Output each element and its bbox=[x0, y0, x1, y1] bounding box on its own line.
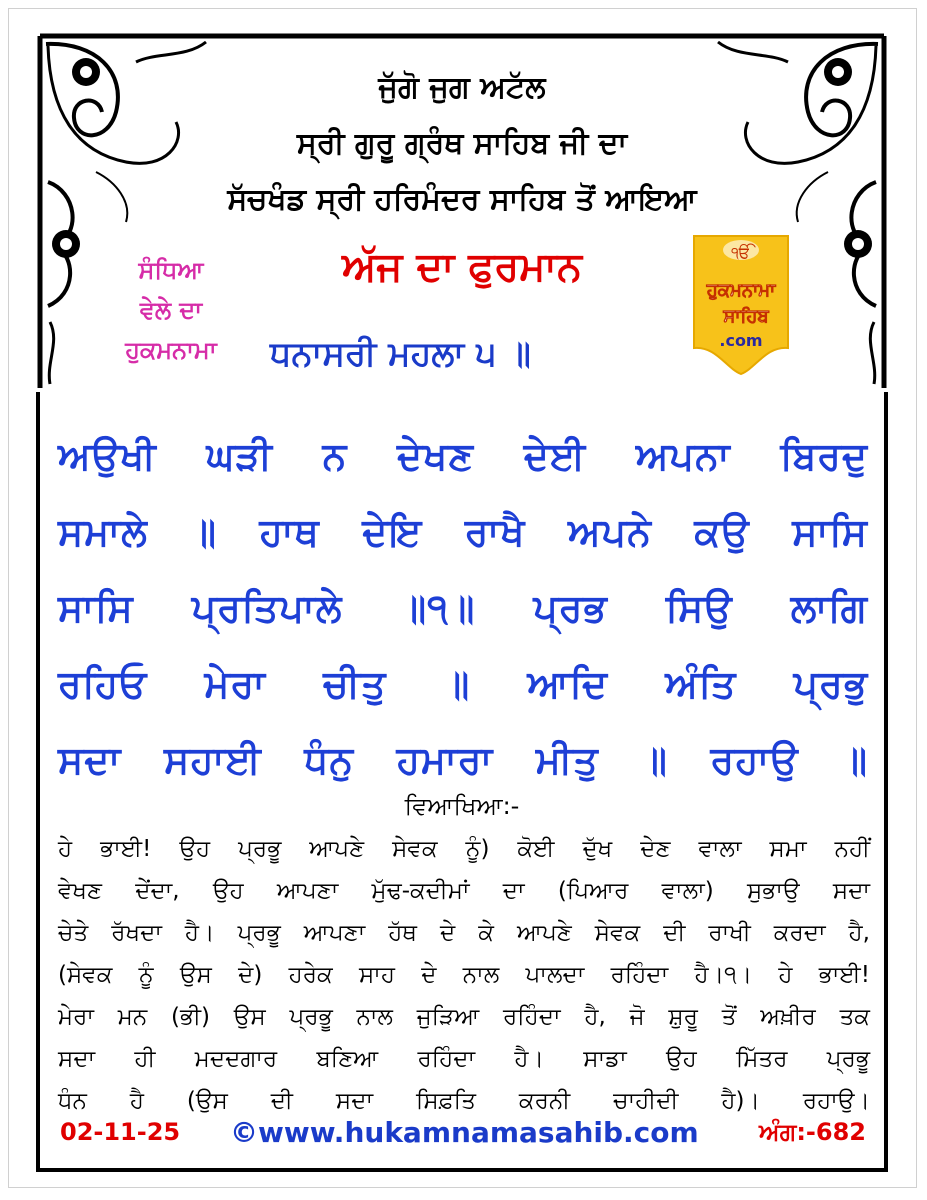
hukamnama-sahib-logo bbox=[686, 228, 796, 378]
explanation-line: ਚੇਤੇ ਰੱਖਦਾ ਹੈ। ਪ੍ਰਭੂ ਆਪਣਾ ਹੱਥ ਦੇ ਕੇ ਆਪਣੇ ਸੇਵਕ ਦੀ ਰਾਖੀ ਕਰਦਾ ਹੈ, bbox=[58, 920, 870, 946]
explanation-label: ਵਿਆਖਿਆ:- bbox=[404, 792, 520, 820]
header-line-1: ਜੁੱਗੋ ਜੁਗ ਅਟੱਲ bbox=[378, 70, 546, 105]
footer-website-link[interactable]: ©www.hukamnamasahib.com bbox=[230, 1116, 699, 1149]
explanation-line: (ਸੇਵਕ ਨੂੰ ਉਸ ਦੇ) ਹਰੇਕ ਸਾਹ ਦੇ ਨਾਲ ਪਾਲਦਾ ਰਹਿੰਦਾ ਹੈ।੧। ਹੇ ਭਾਈ! bbox=[58, 962, 870, 988]
header-line-2: ਸ੍ਰੀ ਗੁਰੂ ਗ੍ਰੰਥ ਸਾਹਿਬ ਜੀ ਦਾ bbox=[296, 126, 628, 161]
logo-badge-icon bbox=[686, 228, 796, 378]
logo-line-3: .com bbox=[719, 331, 763, 350]
explanation-line: ਸਦਾ ਹੀ ਮਦਦਗਾਰ ਬਣਿਆ ਰਹਿੰਦਾ ਹੈ। ਸਾਡਾ ਉਹ ਮਿੱਤਰ ਪ੍ਰਭੂ bbox=[58, 1046, 870, 1072]
explanation-line: ਹੇ ਭਾਈ! ਉਹ ਪ੍ਰਭੂ ਆਪਣੇ ਸੇਵਕ ਨੂੰ) ਕੋਈ ਦੁੱਖ ਦੇਣ ਵਾਲਾ ਸਮਾ ਨਹੀਂ bbox=[58, 836, 870, 862]
logo-line-2: ਸਾਹਿਬ bbox=[723, 306, 769, 327]
todays-hukam-title: ਅੱਜ ਦਾ ਫੁਰਮਾਨ bbox=[342, 244, 582, 290]
footer bbox=[60, 1118, 866, 1152]
footer-date: 02-11-25 bbox=[60, 1118, 181, 1146]
verse-line: ਸਮਾਲੇ ॥ ਹਾਥ ਦੇਇ ਰਾਖੈ ਅਪਨੇ ਕਉ ਸਾਸਿ bbox=[58, 510, 868, 554]
evening-hukamnama-label bbox=[96, 250, 246, 370]
logo-ik-onkar: ੴ bbox=[731, 243, 751, 262]
explanation-line: ਮੇਰਾ ਮਨ (ਭੀ) ਉਸ ਪ੍ਰਭੂ ਨਾਲ ਜੁੜਿਆ ਰਹਿੰਦਾ ਹੈ, ਜੋ ਸ਼ੁਰੂ ਤੋਂ ਅਖ਼ੀਰ ਤਕ bbox=[58, 1004, 870, 1030]
header-line-3: ਸੱਚਖੰਡ ਸ੍ਰੀ ਹਰਿਮੰਦਰ ਸਾਹਿਬ ਤੋਂ ਆਇਆ bbox=[227, 182, 697, 217]
gurbani-verse bbox=[58, 418, 868, 798]
verse-line: ਸਦਾ ਸਹਾਈ ਧੰਨੁ ਹਮਾਰਾ ਮੀਤੁ ॥ ਰਹਾਉ ॥ bbox=[58, 738, 868, 782]
header bbox=[36, 32, 888, 392]
footer-ang-number: ਅੰਗ:-682 bbox=[758, 1118, 866, 1146]
explanation-line: ਧੰਨ ਹੈ (ਉਸ ਦੀ ਸਦਾ ਸਿਫ਼ਤਿ ਕਰਨੀ ਚਾਹੀਦੀ ਹੈ)। ਰਹਾਉ। bbox=[58, 1088, 870, 1114]
explanation-line: ਵੇਖਣ ਦੇਂਦਾ, ਉਹ ਆਪਣਾ ਮੁੱਢ-ਕਦੀਮਾਂ ਦਾ (ਪਿਆਰ ਵਾਲਾ) ਸੁਭਾਉ ਸਦਾ bbox=[58, 878, 870, 904]
hukamnama-card bbox=[36, 32, 888, 1172]
verse-line: ਸਾਸਿ ਪ੍ਰਤਿਪਾਲੇ ॥੧॥ ਪ੍ਰਭ ਸਿਉ ਲਾਗਿ bbox=[58, 586, 868, 630]
explanation-text bbox=[58, 828, 870, 1122]
evening-label-line-3: ਹੁਕਮਨਾਮਾ bbox=[125, 336, 217, 364]
evening-label-line-2: ਵੇਲੇ ਦਾ bbox=[139, 296, 203, 324]
logo-line-1: ਹੁਕਮਨਾਮਾ bbox=[706, 280, 776, 301]
raag-heading: ਧਨਾਸਰੀ ਮਹਲਾ ੫ ॥ bbox=[270, 334, 531, 374]
verse-line: ਰਹਿਓ ਮੇਰਾ ਚੀਤੁ ॥ ਆਦਿ ਅੰਤਿ ਪ੍ਰਭੁ bbox=[58, 662, 868, 706]
evening-label-line-1: ਸੰਧਿਆ bbox=[138, 256, 204, 284]
verse-line: ਅਉਖੀ ਘੜੀ ਨ ਦੇਖਣ ਦੇਈ ਅਪਨਾ ਬਿਰਦੁ bbox=[58, 434, 868, 478]
